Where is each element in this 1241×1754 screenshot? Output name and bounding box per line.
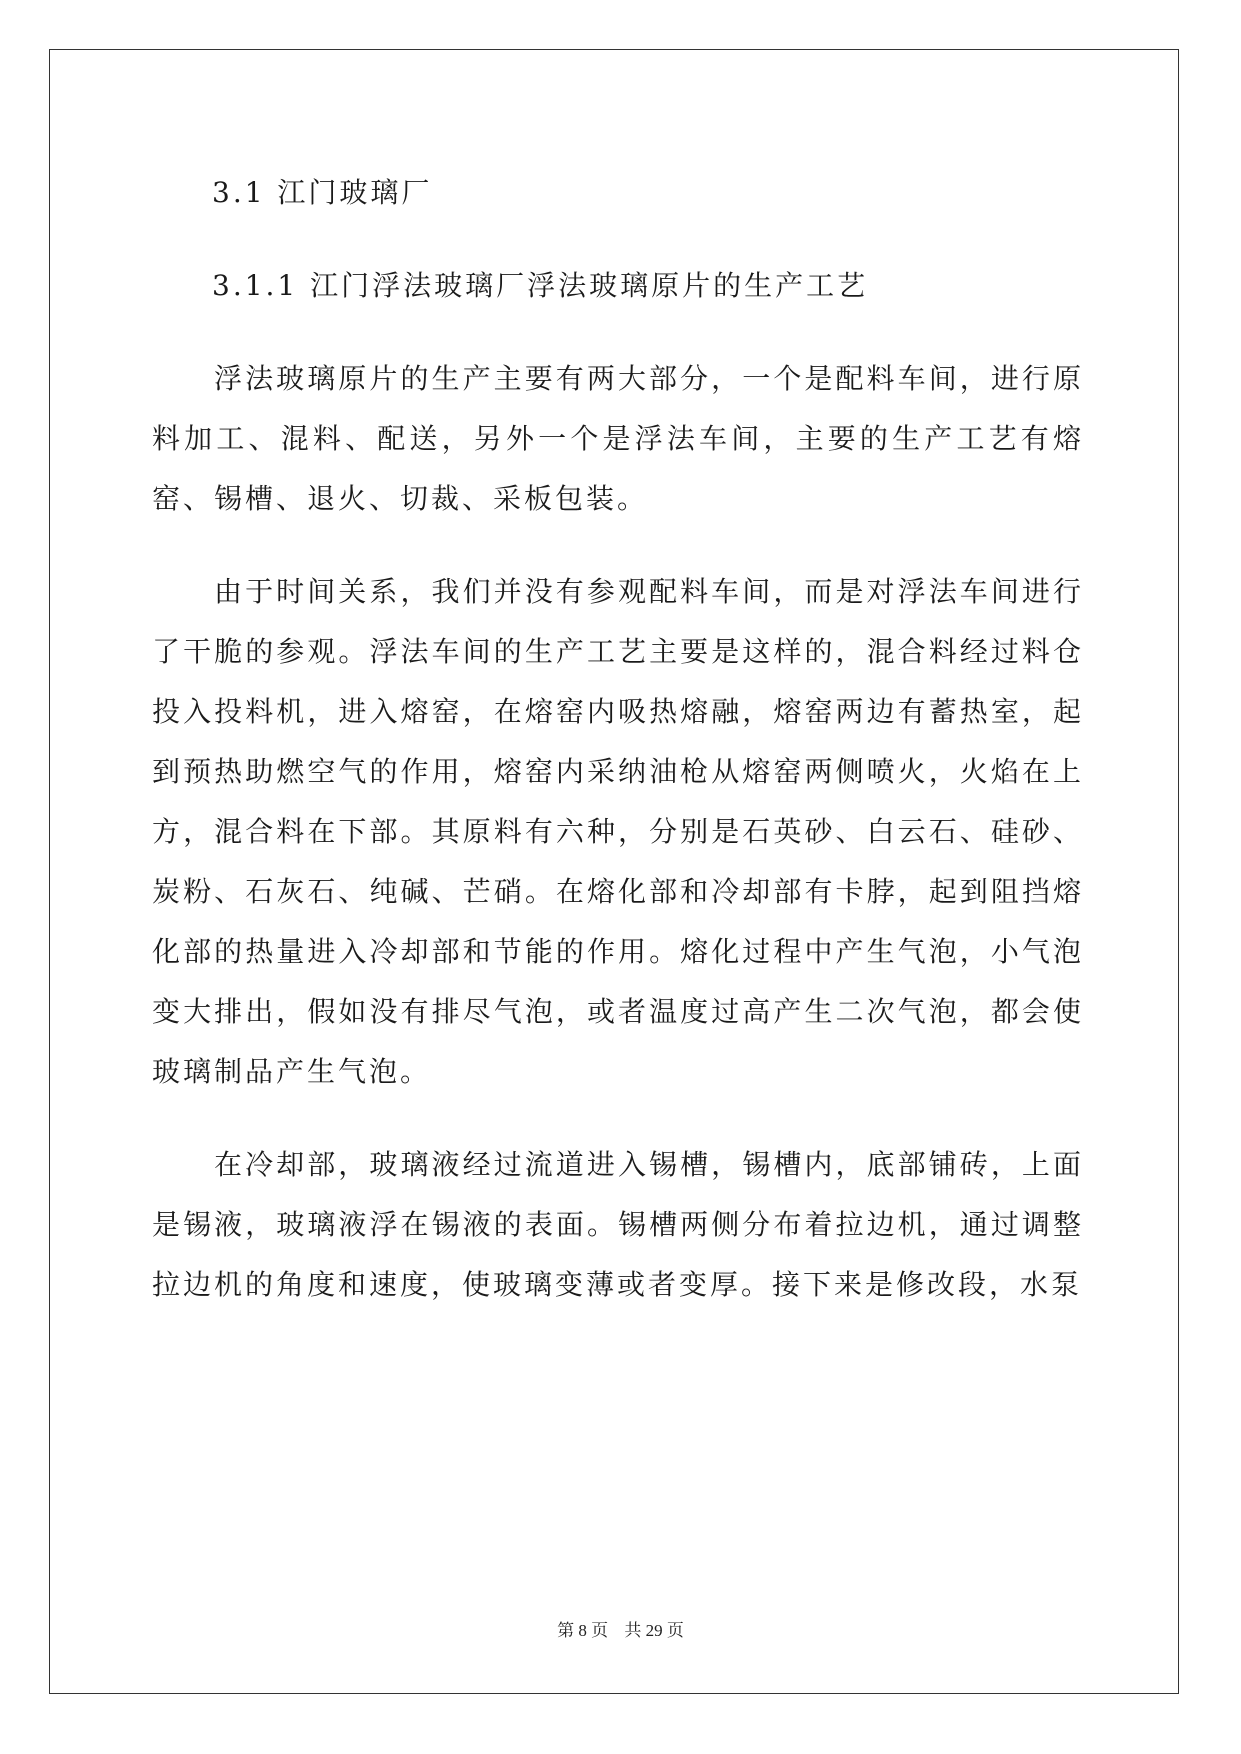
document-body (152, 163, 1084, 1348)
paragraph: 在冷却部，玻璃液经过流道进入锡槽，锡槽内，底部铺砖，上面是锡液，玻璃液浮在锡液的表面。锡槽两侧分布着拉边机，通过调整拉边机的角度和速度，使玻璃变薄或者变厚。接下来是修改段，水泵 (152, 1148, 1084, 1301)
page-total: 共 29 页 (624, 1621, 684, 1640)
page-footer (0, 1616, 1241, 1641)
page-number: 第 8 页 (557, 1621, 609, 1640)
paragraph: 由于时间关系，我们并没有参观配料车间，而是对浮法车间进行了干脆的参观。浮法车间的生产工艺主要是这样的，混合料经过料仓投入投料机，进入熔窑，在熔窑内吸热熔融，熔窑两边有蓄热室，起到预热助燃空气的作用，熔窑内采纳油枪从熔窑两侧喷火，火焰在上方，混合料在下部。其原料有六种，分别是石英砂、白云石、硅砂、炭粉、石灰石、纯碱、芒硝。在熔化部和冷却部有卡脖，起到阻挡熔化部的热量进入冷却部和节能的作用。熔化过程中产生气泡，小气泡变大排出，假如没有排尽气泡，或者温度过高产生二次气泡，都会使玻璃制品产生气泡。 (152, 575, 1084, 1088)
paragraph: 浮法玻璃原片的生产主要有两大部分，一个是配料车间，进行原料加工、混料、配送，另外一个是浮法车间，主要的生产工艺有熔窑、锡槽、退火、切裁、采板包装。 (152, 362, 1084, 515)
section-heading: 3.1 江门玻璃厂 (212, 176, 433, 209)
subsection-heading: 3.1.1 江门浮法玻璃厂浮法玻璃原片的生产工艺 (212, 269, 869, 302)
